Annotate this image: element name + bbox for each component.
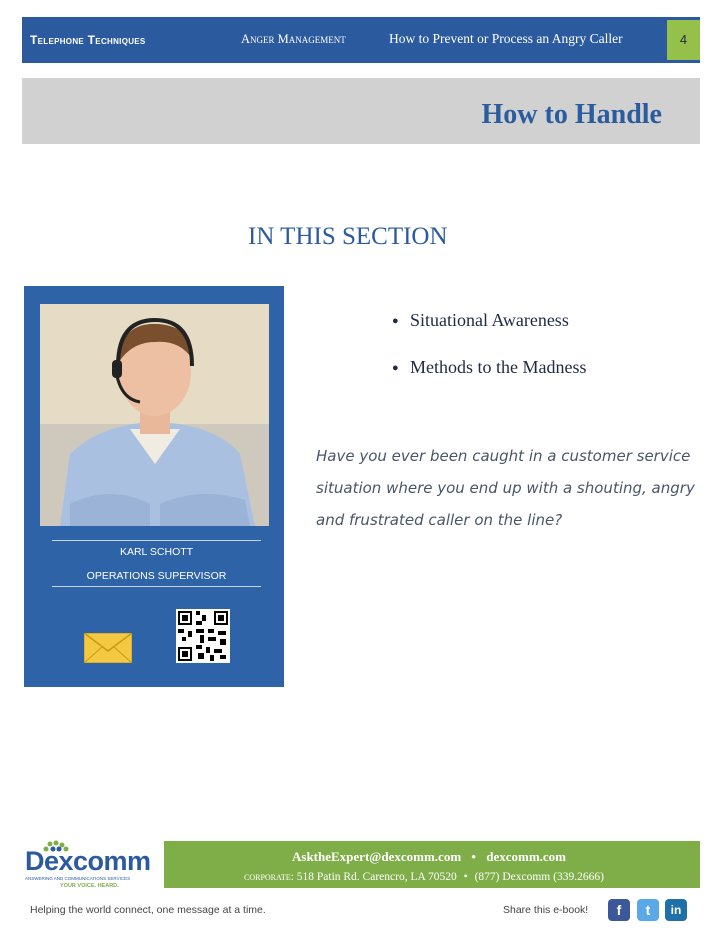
header-book-title: Telephone Techniques — [30, 33, 146, 47]
profile-role: OPERATIONS SUPERVISOR — [86, 570, 227, 582]
section-heading: IN THIS SECTION — [248, 223, 448, 250]
logo-text: Dexcomm — [25, 846, 151, 876]
linkedin-icon[interactable]: in — [665, 899, 687, 921]
logo-tagline: YOUR VOICE. HEARD. — [60, 883, 119, 889]
footer-address: corporate: 518 Patin Rd. Carencro, LA 70520 • (877) Dexcomm (339.2666) — [244, 871, 604, 883]
logo-subtitle: ANSWERING AND COMMUNICATIONS SERVICES — [25, 876, 131, 881]
share-label: Share this e-book! — [503, 904, 589, 916]
footer-contact — [292, 849, 566, 865]
profile-name: KARL SCHOTT — [119, 546, 194, 558]
phone-text: (877) Dexcomm (339.2666) — [474, 871, 604, 883]
caption-line-bottom — [52, 586, 261, 587]
footer-slogan: Helping the world connect, one message at a time. — [30, 904, 266, 916]
profile-photo — [40, 304, 269, 526]
intro-quote: Have you ever been caught in a customer service situation where you end up with a shouting, angry and frustrated caller on the line? — [316, 447, 695, 529]
twitter-icon[interactable]: t — [637, 899, 659, 921]
person-illustration — [40, 304, 269, 526]
footer-site-link[interactable]: dexcomm.com — [486, 849, 566, 864]
page-title: How to Handle — [481, 99, 662, 130]
header-chapter: Anger Management — [241, 32, 346, 46]
facebook-icon[interactable]: f — [608, 899, 630, 921]
footer-email-link[interactable]: AsktheExpert@dexcomm.com — [292, 849, 462, 864]
section-list — [392, 297, 586, 391]
address-text: 518 Patin Rd. Carencro, LA 70520 — [296, 871, 457, 883]
footer-separator: • — [471, 849, 476, 864]
email-icon[interactable] — [84, 633, 132, 663]
list-item: ● Situational Awareness — [392, 310, 569, 330]
dexcomm-logo — [22, 840, 162, 894]
qr-code-icon[interactable] — [176, 609, 230, 663]
address-label: corporate: — [244, 871, 294, 883]
page-number: 4 — [667, 20, 700, 60]
list-item: ● Methods to the Madness — [392, 357, 587, 377]
caption-line-top — [52, 540, 261, 541]
header-topic: How to Prevent or Process an Angry Caller — [389, 31, 623, 46]
